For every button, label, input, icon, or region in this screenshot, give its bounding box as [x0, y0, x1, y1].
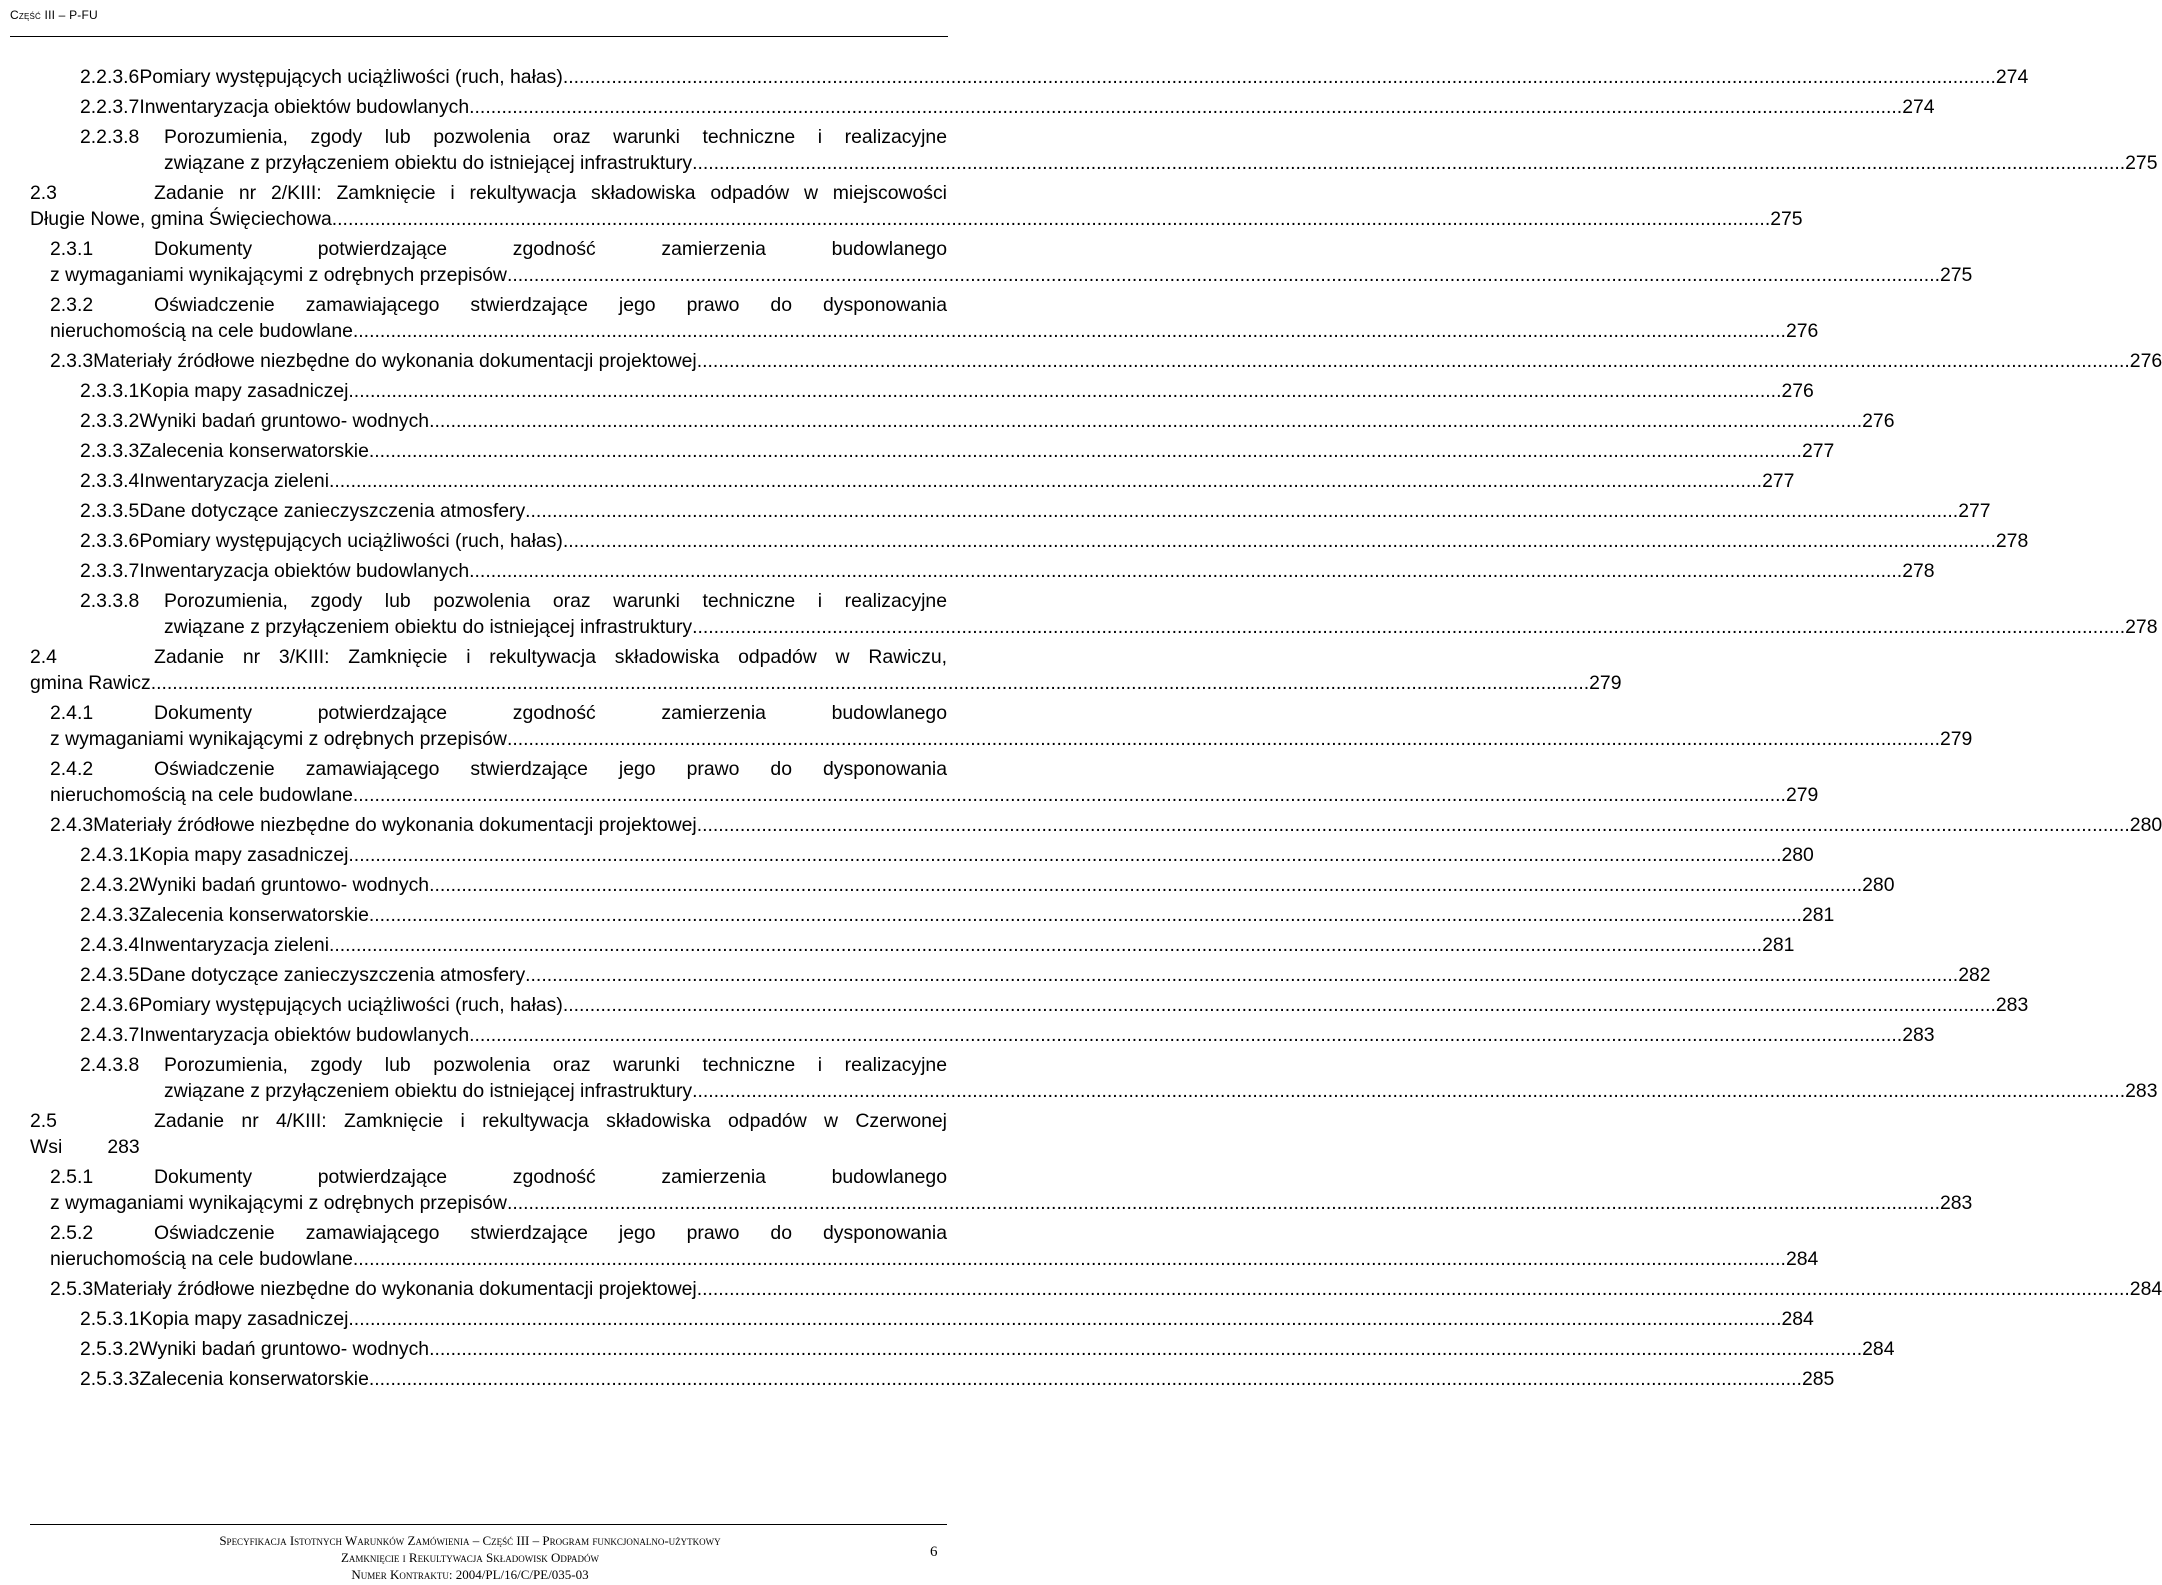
toc-leader-dots: [507, 1190, 1940, 1216]
toc-entry-title: Dane dotyczące zanieczyszczenia atmosfery: [139, 500, 526, 522]
toc-entry-title: Pomiary występujących uciążliwości (ruch, hałas): [139, 66, 563, 88]
toc-entry-number: 2.4.3.5: [80, 964, 140, 986]
toc-entry[interactable]: [30, 236, 1973, 288]
toc-entry-title: Inwentaryzacja zieleni: [139, 934, 330, 956]
toc-leader-dots: [697, 348, 2130, 374]
toc-page-number: 279: [1589, 672, 1622, 694]
toc-page-number: 279: [1785, 784, 1819, 806]
toc-entry-title: Wyniki badań gruntowo- wodnych: [139, 410, 430, 432]
toc-leader-dots: [353, 1246, 1786, 1272]
toc-page-number: 283: [2125, 1080, 2158, 1102]
toc-entry[interactable]: [30, 700, 1973, 752]
toc-entry-number: 2.4.1: [50, 702, 94, 724]
toc-entry-number: 2.3: [30, 182, 57, 204]
toc-entry-number: 2.4.3.1: [80, 844, 140, 866]
toc-page-number: 278: [2125, 616, 2158, 638]
toc-entry-title: Inwentaryzacja obiektów budowlanych: [139, 1024, 470, 1046]
toc-entry-number: 2.3.3.6: [80, 530, 140, 552]
toc-page-number: 277: [1762, 470, 1795, 492]
toc-entry[interactable]: [30, 498, 1991, 524]
toc-entry-number: 2.3.1: [50, 238, 94, 260]
toc-page-number: 274: [1995, 66, 2029, 88]
toc-entry[interactable]: [30, 528, 2029, 554]
toc-page-number: 276: [1862, 410, 1895, 432]
toc-leader-dots: [429, 1336, 1862, 1362]
toc-entry-number: 2.2.3.8: [80, 126, 140, 148]
toc-entry-title: Zalecenia konserwatorskie: [139, 904, 369, 926]
toc-entry-number: 2.3.3.3: [80, 440, 140, 462]
toc-entry-title: Dokumenty potwierdzające zgodność zamierzenia budowlanego: [154, 1166, 947, 1188]
toc-leader-dots: [469, 558, 1902, 584]
toc-entry[interactable]: [30, 558, 1935, 584]
toc-page-number: 277: [1958, 500, 1991, 522]
toc-entry-number: 2.4.3.6: [80, 994, 140, 1016]
toc-entry[interactable]: [30, 932, 1795, 958]
toc-entry[interactable]: [30, 1052, 2158, 1104]
toc-entry-number: 2.4.3.4: [80, 934, 140, 956]
toc-entry[interactable]: [30, 348, 2162, 374]
toc-entry[interactable]: [30, 872, 1895, 898]
toc-entry-number: 2.4.3.3: [80, 904, 140, 926]
toc-entry[interactable]: [30, 124, 2158, 176]
toc-entry-title: Długie Nowe, gmina Święciechowa.: [30, 208, 338, 230]
toc-entry-title: Kopia mapy zasadniczej: [139, 844, 349, 866]
toc-entry-title: Zalecenia konserwatorskie: [139, 440, 369, 462]
toc-leader-dots: [697, 1276, 2130, 1302]
toc-leader-dots: [697, 812, 2130, 838]
toc-entry-number: 2.5.3.2: [80, 1338, 140, 1360]
toc-entry-number: 2.5: [30, 1110, 57, 1132]
toc-entry-number: 2.4.3.8: [80, 1054, 140, 1076]
toc-entry[interactable]: [30, 1220, 1819, 1272]
toc-leader-dots: [369, 1366, 1802, 1392]
toc-leader-dots: [525, 498, 1958, 524]
toc-page-number: 284: [1785, 1248, 1819, 1270]
toc-leader-dots: [429, 408, 1862, 434]
toc-entry-title: Dane dotyczące zanieczyszczenia atmosfery: [139, 964, 526, 986]
toc-leader-dots: [563, 528, 1996, 554]
toc-entry-number: 2.2.3.7: [80, 96, 140, 118]
toc-entry-title: nieruchomością na cele budowlane: [50, 1248, 353, 1270]
toc-entry[interactable]: [30, 292, 1819, 344]
toc-page-number: 283: [1902, 1024, 1935, 1046]
toc-leader-dots: [429, 872, 1862, 898]
toc-page-number: 281: [1762, 934, 1795, 956]
toc-page-number: 276: [1781, 380, 1814, 402]
toc-entry-number: 2.4.3.2: [80, 874, 140, 896]
toc-entry-number: 2.2.3.6: [80, 66, 140, 88]
page-number: 6: [930, 1544, 938, 1560]
toc-entry-title: związane z przyłączeniem obiektu do istniejącej infrastruktury: [164, 152, 693, 174]
toc-page-number: 280: [1781, 844, 1814, 866]
toc-entry[interactable]: [30, 180, 1803, 232]
toc-leader-dots: [525, 962, 1958, 988]
toc-entry[interactable]: [30, 902, 1835, 928]
toc-entry-title: Inwentaryzacja obiektów budowlanych: [139, 96, 470, 118]
header-divider: [10, 36, 948, 37]
toc-entry[interactable]: [30, 378, 1814, 404]
toc-entry[interactable]: [30, 1108, 947, 1160]
toc-entry-title: Wsi: [30, 1136, 63, 1158]
toc-entry-title: Oświadczenie zamawiającego stwierdzające jego prawo do dysponowania: [154, 758, 947, 780]
toc-entry-title: Materiały źródłowe niezbędne do wykonania dokumentacji projektowej: [93, 1278, 697, 1300]
toc-page-number: 275: [1770, 208, 1803, 230]
toc-entry[interactable]: [30, 842, 1814, 868]
toc-page-number: 276: [1785, 320, 1819, 342]
toc-entry-title: nieruchomością na cele budowlane: [50, 784, 353, 806]
toc-entry-number: 2.5.3.3: [80, 1368, 140, 1390]
toc-entry-title: Dokumenty potwierdzające zgodność zamierzenia budowlanego: [154, 238, 947, 260]
toc-entry[interactable]: [30, 1164, 1973, 1216]
toc-page-number: 284: [1862, 1338, 1895, 1360]
toc-entry-number: 2.5.1: [50, 1166, 94, 1188]
toc-page-number: 280: [2129, 814, 2162, 836]
toc-entry-number: 2.4.3: [50, 814, 94, 836]
toc-entry-number: 2.4.2: [50, 758, 94, 780]
toc-leader-dots: [507, 726, 1940, 752]
toc-entry[interactable]: [30, 1306, 1814, 1332]
toc-entry-title: Porozumienia, zgody lub pozwolenia oraz warunki techniczne i realizacyjne: [164, 590, 947, 612]
footer-line-1: Specyfikacja Istotnych Warunków Zamówienia – Część III – Program funkcjonalno-użytkowy: [219, 1533, 721, 1548]
toc-entry-number: 2.3.3.8: [80, 590, 140, 612]
toc-entry-title: Zalecenia konserwatorskie: [139, 1368, 369, 1390]
toc-leader-dots: [507, 262, 1940, 288]
toc-page-number: 279: [1939, 728, 1973, 750]
toc-entry[interactable]: [30, 468, 1795, 494]
toc-entry[interactable]: [30, 1366, 1835, 1392]
toc-entry-number: 2.3.3: [50, 350, 94, 372]
toc-entry[interactable]: [30, 1022, 1935, 1048]
toc-leader-dots: [348, 378, 1781, 404]
toc-entry-title: Oświadczenie zamawiającego stwierdzające jego prawo do dysponowania: [154, 294, 947, 316]
toc-entry-title: z wymaganiami wynikającymi z odrębnych przepisów: [50, 728, 507, 750]
toc-page-number: 283: [1939, 1192, 1973, 1214]
toc-entry-title: Pomiary występujących uciążliwości (ruch, hałas): [139, 994, 563, 1016]
toc-entry-title: Kopia mapy zasadniczej: [139, 1308, 349, 1330]
toc-entry-title: Zadanie nr 4/KIII: Zamknięcie i rekultywacja składowiska odpadów w Czerwonej: [154, 1110, 947, 1132]
toc-entry[interactable]: [30, 438, 1835, 464]
toc-page-number: 281: [1801, 904, 1835, 926]
toc-entry-number: 2.5.3: [50, 1278, 94, 1300]
toc-leader-dots: [353, 782, 1786, 808]
toc-entry-title: z wymaganiami wynikającymi z odrębnych przepisów: [50, 1192, 507, 1214]
toc-entry-number: 2.4.3.7: [80, 1024, 140, 1046]
toc-entry-title: Zadanie nr 2/KIII: Zamknięcie i rekultywacja składowiska odpadów w miejscowości: [154, 182, 947, 204]
toc-leader-dots: [692, 614, 2125, 640]
table-of-contents: [30, 64, 2162, 1392]
footer-divider: [30, 1524, 947, 1525]
toc-leader-dots: [348, 842, 1781, 868]
toc-page-number: 285: [1801, 1368, 1835, 1390]
toc-entry-title: związane z przyłączeniem obiektu do istniejącej infrastruktury: [164, 616, 693, 638]
toc-entry[interactable]: [30, 408, 1895, 434]
toc-leader-dots: [369, 902, 1802, 928]
toc-page-number: 284: [1781, 1308, 1814, 1330]
toc-page-number: 275: [1939, 264, 1973, 286]
toc-page-number: 275: [2125, 152, 2158, 174]
toc-entry-title: z wymaganiami wynikającymi z odrębnych przepisów: [50, 264, 507, 286]
toc-page-number: 283: [107, 1136, 140, 1158]
toc-entry-title: Inwentaryzacja obiektów budowlanych: [139, 560, 470, 582]
toc-leader-dots: [692, 1078, 2125, 1104]
toc-entry-number: 2.3.2: [50, 294, 94, 316]
toc-entry-number: 2.3.3.4: [80, 470, 140, 492]
toc-page-number: 278: [1995, 530, 2029, 552]
toc-entry[interactable]: [30, 64, 2029, 90]
toc-entry-title: Oświadczenie zamawiającego stwierdzające jego prawo do dysponowania: [154, 1222, 947, 1244]
toc-entry-title: Porozumienia, zgody lub pozwolenia oraz warunki techniczne i realizacyjne: [164, 1054, 947, 1076]
toc-page-number: 276: [2129, 350, 2162, 372]
toc-page-number: 283: [1995, 994, 2029, 1016]
toc-entry-title: Porozumienia, zgody lub pozwolenia oraz warunki techniczne i realizacyjne: [164, 126, 947, 148]
toc-leader-dots: [692, 150, 2125, 176]
toc-entry-number: 2.5.2: [50, 1222, 94, 1244]
toc-entry-number: 2.3.3.5: [80, 500, 140, 522]
toc-entry-number: 2.3.3.7: [80, 560, 140, 582]
toc-entry-title: Pomiary występujących uciążliwości (ruch, hałas): [139, 530, 563, 552]
toc-leader-dots: [369, 438, 1802, 464]
toc-leader-dots: [353, 318, 1786, 344]
toc-entry[interactable]: [30, 644, 1622, 696]
toc-entry-title: Wyniki badań gruntowo- wodnych: [139, 874, 430, 896]
toc-leader-dots: [469, 1022, 1902, 1048]
toc-entry[interactable]: [30, 1276, 2162, 1302]
toc-entry-title: Materiały źródłowe niezbędne do wykonania dokumentacji projektowej: [93, 350, 697, 372]
toc-entry-title: Dokumenty potwierdzające zgodność zamierzenia budowlanego: [154, 702, 947, 724]
toc-entry[interactable]: [30, 1336, 1895, 1362]
toc-leader-dots: [563, 992, 1996, 1018]
toc-entry[interactable]: [30, 94, 1935, 120]
toc-leader-dots: [156, 670, 1589, 696]
toc-entry-title: Materiały źródłowe niezbędne do wykonania dokumentacji projektowej: [93, 814, 697, 836]
toc-page-number: 282: [1958, 964, 1991, 986]
toc-page-number: 284: [2129, 1278, 2162, 1300]
footer-line-3: Numer Kontraktu: 2004/PL/16/C/PE/035-03: [351, 1567, 589, 1582]
footer: [30, 1532, 910, 1583]
toc-entry-number: 2.3.3.1: [80, 380, 140, 402]
toc-entry[interactable]: [30, 588, 2158, 640]
toc-entry-title: Wyniki badań gruntowo- wodnych: [139, 1338, 430, 1360]
toc-page-number: 280: [1862, 874, 1895, 896]
toc-entry-title: gmina Rawicz.: [30, 672, 157, 694]
toc-leader-dots: [348, 1306, 1781, 1332]
toc-leader-dots: [469, 94, 1902, 120]
running-header: Część III – P-FU: [10, 8, 98, 22]
toc-leader-dots: [329, 932, 1762, 958]
toc-entry-number: 2.5.3.1: [80, 1308, 140, 1330]
toc-page-number: 277: [1801, 440, 1835, 462]
toc-entry-title: Inwentaryzacja zieleni: [139, 470, 330, 492]
toc-leader-dots: [563, 64, 1996, 90]
toc-entry-number: 2.4: [30, 646, 57, 668]
toc-entry-title: Kopia mapy zasadniczej: [139, 380, 349, 402]
toc-entry-title: Zadanie nr 3/KIII: Zamknięcie i rekultywacja składowiska odpadów w Rawiczu,: [154, 646, 947, 668]
toc-leader-dots: [337, 206, 1770, 232]
toc-entry[interactable]: [30, 992, 2029, 1018]
toc-page-number: 278: [1902, 560, 1935, 582]
toc-page-number: 274: [1902, 96, 1935, 118]
toc-entry[interactable]: [30, 962, 1991, 988]
toc-entry[interactable]: [30, 812, 2162, 838]
toc-leader-dots: [329, 468, 1762, 494]
footer-line-2: Zamknięcie i Rekultywacja Składowisk Odpadów: [340, 1550, 600, 1565]
toc-entry-title: związane z przyłączeniem obiektu do istniejącej infrastruktury: [164, 1080, 693, 1102]
toc-entry[interactable]: [30, 756, 1819, 808]
toc-entry-title: nieruchomością na cele budowlane: [50, 320, 353, 342]
toc-entry-number: 2.3.3.2: [80, 410, 140, 432]
